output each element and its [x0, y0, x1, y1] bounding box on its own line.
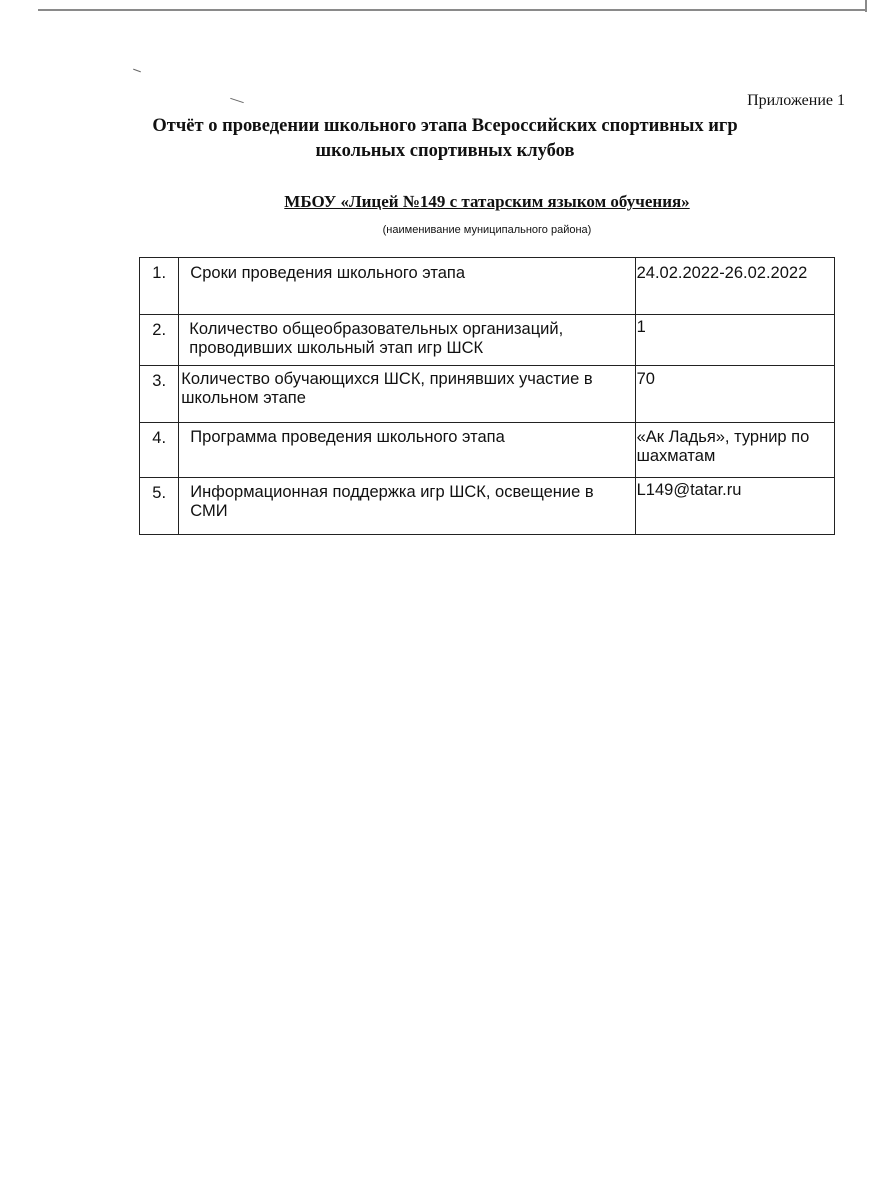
scan-speck — [133, 69, 141, 73]
scan-edge-right — [865, 0, 867, 12]
table-row — [140, 315, 835, 366]
row-value: L149@tatar.ru — [635, 478, 834, 535]
title-line-1: Отчёт о проведении школьного этапа Всероссийских спортивных игр — [152, 116, 738, 136]
table-row — [140, 258, 835, 315]
table-row — [140, 423, 835, 478]
row-number: 4. — [140, 423, 179, 478]
row-label: Программа проведения школьного этапа — [179, 423, 635, 478]
row-label: Количество общеобразовательных организаций, проводивших школьный этап игр ШСК — [179, 315, 635, 366]
annex-label: Приложение 1 — [747, 92, 845, 109]
row-value: «Ак Ладья», турнир по шахматам — [635, 423, 834, 478]
row-number: 2. — [140, 315, 179, 366]
scan-edge-top — [38, 9, 866, 11]
row-value: 1 — [635, 315, 834, 366]
row-number: 3. — [140, 366, 179, 423]
row-number: 5. — [140, 478, 179, 535]
row-number: 1. — [140, 258, 179, 315]
school-caption: (наименивание муниципального района) — [382, 224, 592, 236]
report-table — [139, 257, 835, 535]
row-value: 70 — [635, 366, 834, 423]
table-row — [140, 366, 835, 423]
row-label: Сроки проведения школьного этапа — [179, 258, 635, 315]
table-row — [140, 478, 835, 535]
school-name: МБОУ «Лицей №149 с татарским языком обучения» — [284, 192, 690, 211]
row-label: Информационная поддержка игр ШСК, освещение в СМИ — [179, 478, 635, 535]
document-title — [100, 114, 790, 164]
row-label: Количество обучающихся ШСК, принявших участие в школьном этапе — [179, 366, 635, 423]
row-value: 24.02.2022-26.02.2022 — [635, 258, 834, 315]
scan-speck — [230, 98, 244, 103]
title-line-2: школьных спортивных клубов — [315, 141, 575, 161]
